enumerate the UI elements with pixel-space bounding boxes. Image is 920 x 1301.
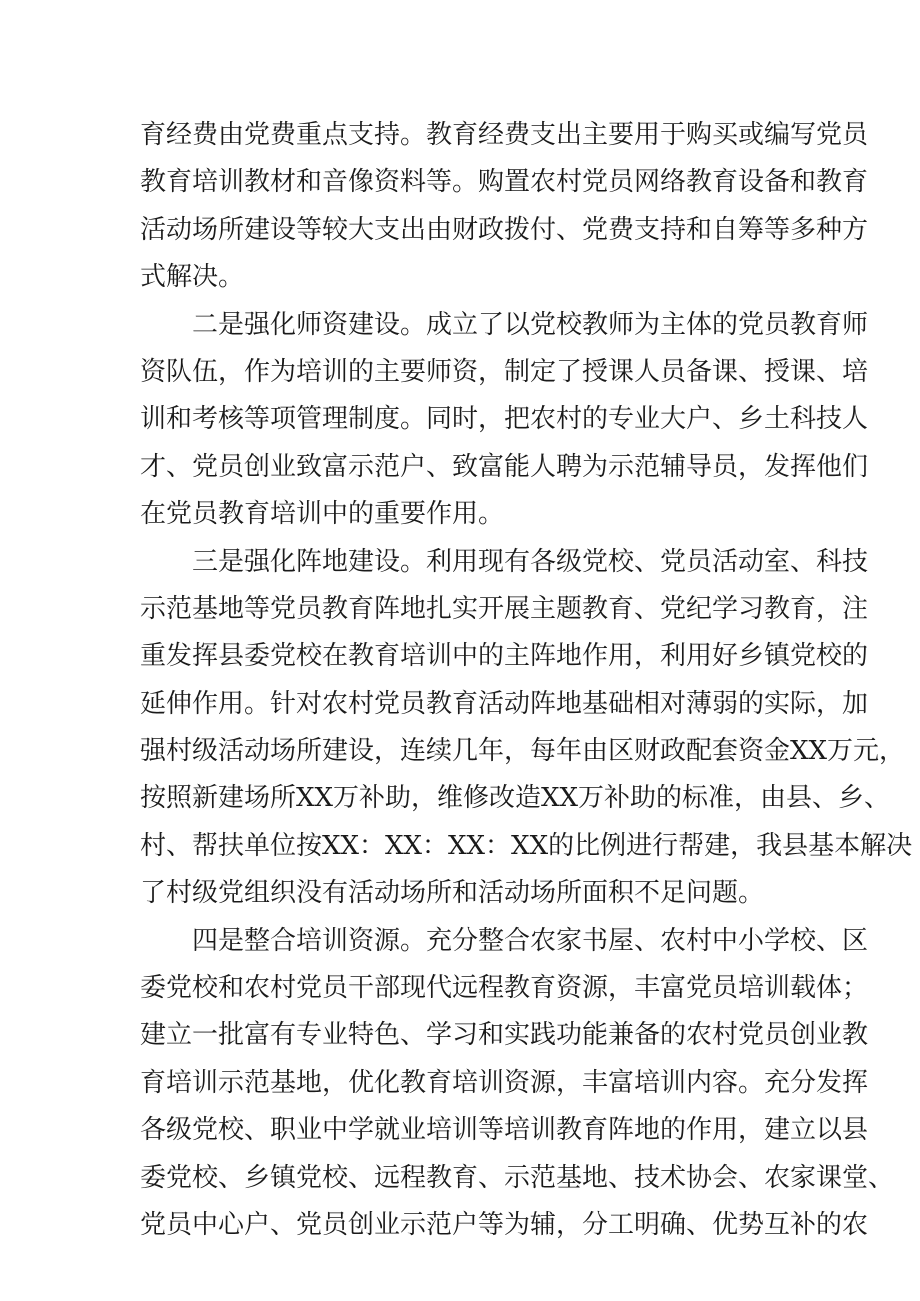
text-line: 四是整合培训资源。充分整合农家书屋、农村中小学校、区 — [192, 925, 869, 956]
text-line: 党员中心户、党员创业示范户等为辅，分工明确、优势互补的农 — [140, 1209, 869, 1240]
text-line: 延伸作用。针对农村党员教育活动阵地基础相对薄弱的实际，加 — [140, 688, 869, 719]
text-line: 活动场所建设等较大支出由财政拨付、党费支持和自筹等多种方 — [140, 214, 869, 245]
text-line: 建立一批富有专业特色、学习和实践功能兼备的农村党员创业教 — [140, 1020, 869, 1051]
text-line: 了村级党组织没有活动场所和活动场所面积不足问题。 — [140, 878, 765, 909]
text-line: 示范基地等党员教育阵地扎实开展主题教育、党纪学习教育，注 — [140, 593, 869, 624]
text-line: 才、党员创业致富示范户、致富能人聘为示范辅导员，发挥他们 — [140, 451, 869, 482]
text-line: 训和考核等项管理制度。同时，把农村的专业大户、乡土科技人 — [140, 404, 869, 435]
paragraph-venues — [140, 539, 913, 918]
text-line: 强村级活动场所建设，连续几年，每年由区财政配套资金XX万元， — [140, 736, 906, 767]
text-line: 各级党校、职业中学就业培训等培训教育阵地的作用，建立以县 — [140, 1115, 869, 1146]
text-line: 重发挥县委党校在教育培训中的主阵地作用，利用好乡镇党校的 — [140, 641, 869, 672]
text-line: 教育培训教材和音像资料等。购置农村党员网络教育设备和教育 — [140, 167, 869, 198]
text-line: 资队伍，作为培训的主要师资，制定了授课人员备课、授课、培 — [140, 356, 869, 387]
paragraph-resources — [140, 918, 895, 1250]
text-line: 三是强化阵地建设。利用现有各级党校、党员活动室、科技 — [192, 546, 869, 577]
text-line: 式解决。 — [140, 262, 245, 293]
paragraph-teachers — [140, 302, 869, 539]
text-line: 村、帮扶单位按XX：XX：XX：XX的比例进行帮建，我县基本解决 — [140, 830, 913, 861]
document-body — [140, 112, 913, 1249]
text-line: 按照新建场所XX万补助，维修改造XX万补助的标准，由县、乡、 — [140, 783, 891, 814]
text-line: 委党校和农村党员干部现代远程教育资源，丰富党员培训载体； — [140, 973, 869, 1004]
text-line: 二是强化师资建设。成立了以党校教师为主体的党员教育师 — [192, 309, 869, 340]
text-line: 育培训示范基地，优化教育培训资源，丰富培训内容。充分发挥 — [140, 1067, 869, 1098]
paragraph-funding — [140, 112, 869, 302]
text-line: 委党校、乡镇党校、远程教育、示范基地、技术协会、农家课堂、 — [140, 1162, 895, 1193]
text-line: 在党员教育培训中的重要作用。 — [140, 499, 505, 530]
text-line: 育经费由党费重点支持。教育经费支出主要用于购买或编写党员 — [140, 120, 869, 150]
